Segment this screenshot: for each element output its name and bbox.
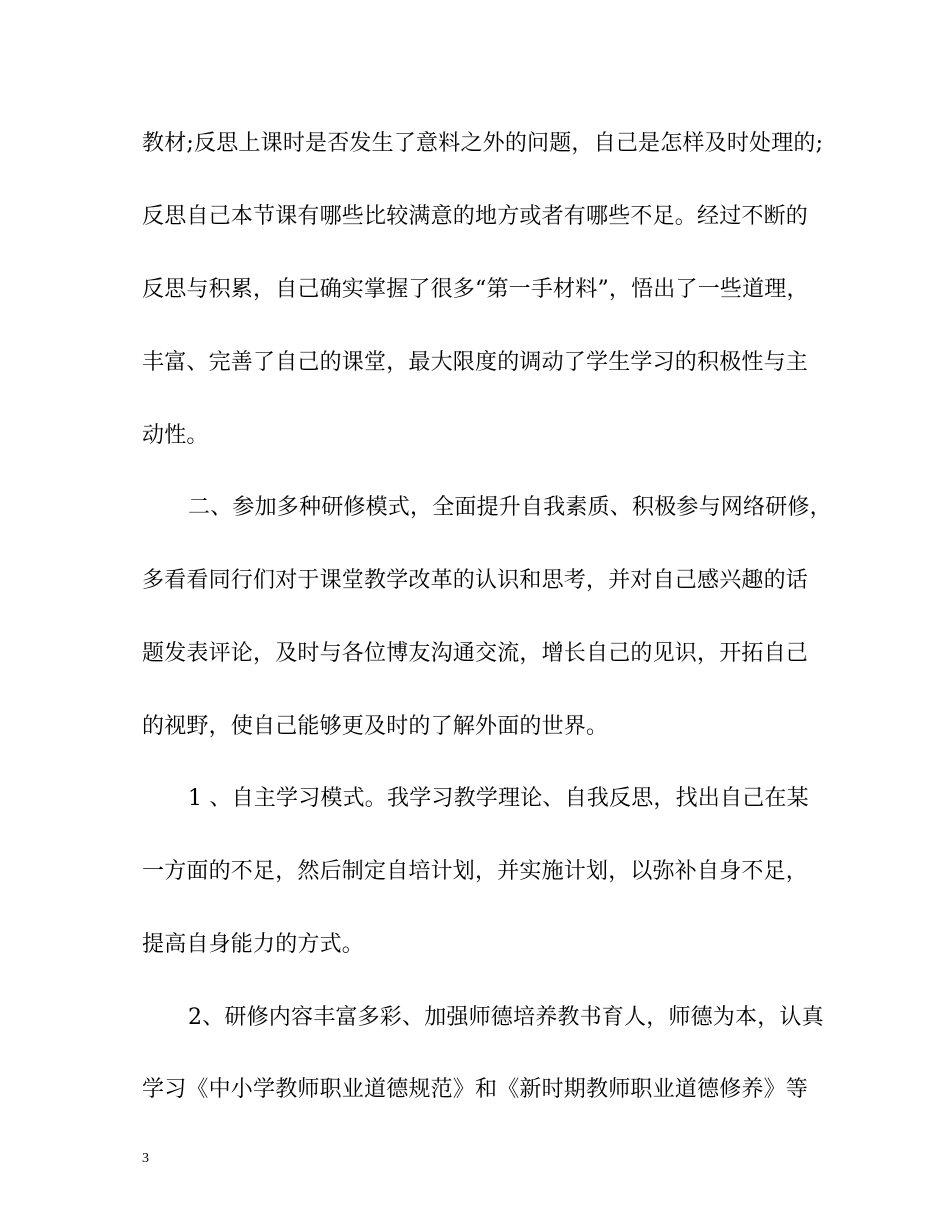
body-text-line: 动性。	[142, 423, 209, 448]
body-text-line: 的视野，使自己能够更及时的了解外面的世界。	[142, 714, 609, 739]
body-text-line: 丰富、完善了自己的课堂，最大限度的调动了学生学习的积极性与主	[142, 350, 809, 375]
body-text-line: 教材;反思上课时是否发生了意料之外的问题，自己是怎样及时处理的;	[142, 131, 824, 156]
body-text-line: 学习《中小学教师职业道德规范》和《新时期教师职业道德修养》等	[142, 1077, 809, 1102]
page-number: 3	[142, 1151, 149, 1166]
paragraph-start-line: 1 、自主学习模式。我学习教学理论、自我反思，找出自己在某	[188, 786, 809, 811]
body-text-line: 反思自己本节课有哪些比较满意的地方或者有哪些不足。经过不断的	[142, 204, 809, 229]
paragraph-start-line: 2、研修内容丰富多彩、加强师德培养教书育人，师德为本，认真	[188, 1005, 824, 1030]
body-text-line: 多看看同行们对于课堂教学改革的认识和思考，并对自己感兴趣的话	[142, 568, 809, 593]
body-text-line: 反思与积累，自己确实掌握了很多“第一手材料”，悟出了一些道理，	[142, 277, 809, 302]
body-text-line: 一方面的不足，然后制定自培计划，并实施计划，以弥补自身不足，	[142, 859, 809, 884]
paragraph-start-line: 二、参加多种研修模式，全面提升自我素质、积极参与网络研修，	[188, 495, 832, 520]
body-text-line: 提高自身能力的方式。	[142, 932, 365, 957]
body-text-line: 题发表评论，及时与各位博友沟通交流，增长自己的见识，开拓自己	[142, 641, 809, 666]
